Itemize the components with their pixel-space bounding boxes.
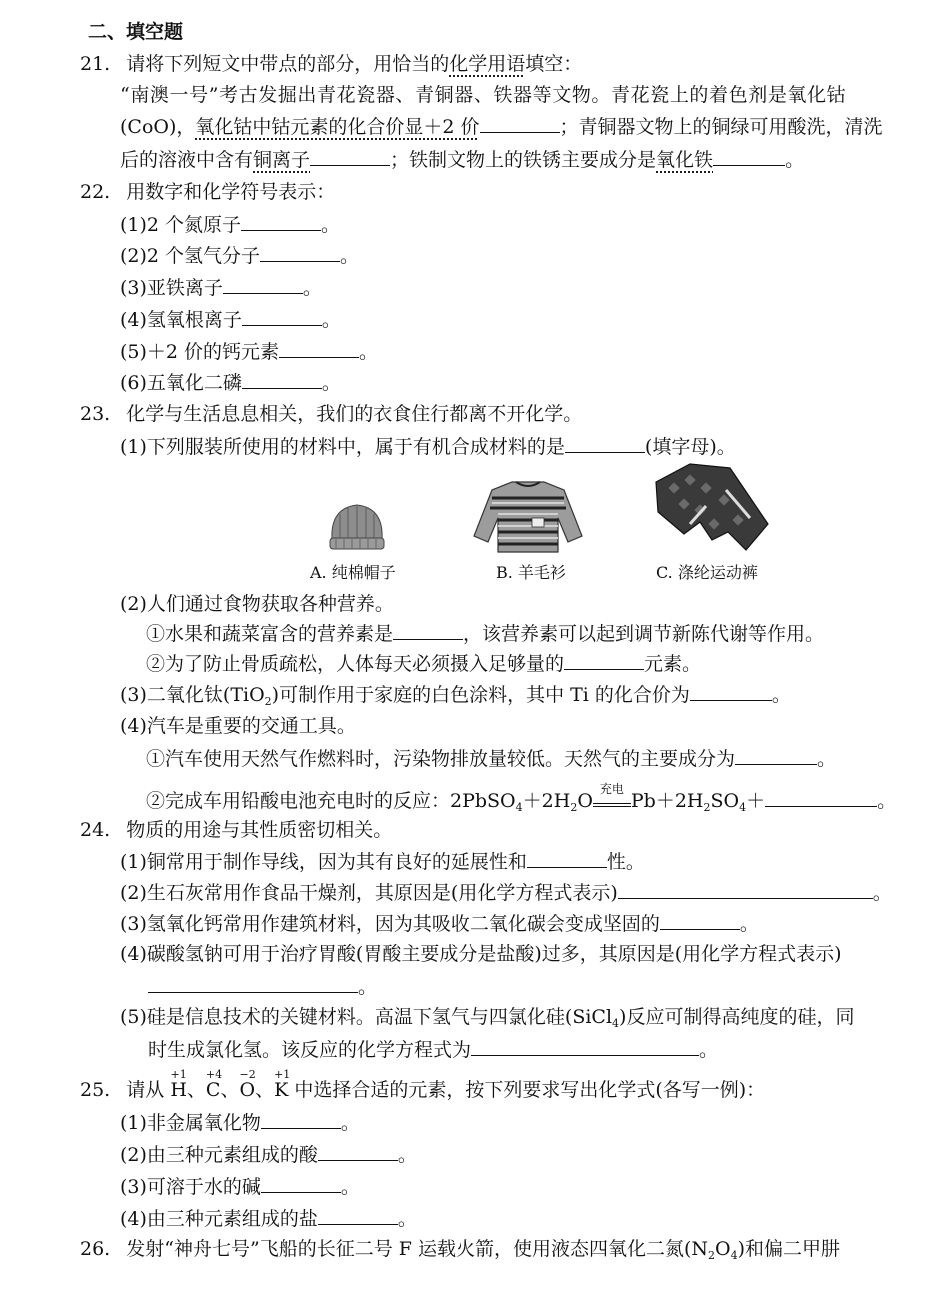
question-24-item2: (2)生石灰常用作食品干燥剂，其原因是(用化学方程式表示) 。 (120, 882, 892, 904)
polyester-pants-image (650, 462, 772, 554)
question-25-item: (2)由三种元素组成的酸 。 (120, 1144, 417, 1166)
answer-blank[interactable] (735, 746, 817, 765)
question-22-item: (1)2 个氮原子 。 (120, 214, 341, 236)
question-21-stem: 21. 请将下列短文中带点的部分，用恰当的化学用语填空： (80, 53, 583, 75)
dotted-text: 氧化钴中钴元素的化合价显＋2 价 (195, 116, 480, 138)
question-22-item: (4)氢氧根离子 。 (120, 309, 341, 331)
question-23-part2-2: ②为了防止骨质疏松，人体每天必须摄入足够量的 元素。 (146, 653, 702, 675)
question-24-item4-answer: 。 (148, 974, 377, 999)
answer-blank[interactable] (148, 974, 358, 993)
answer-blank[interactable] (241, 212, 321, 231)
element-h-valence: +1 H (170, 1068, 187, 1101)
answer-blank[interactable] (318, 1142, 398, 1161)
answer-blank[interactable] (279, 339, 359, 358)
dotted-text: 氧化铁 (656, 149, 714, 171)
question-23-stem: 23. 化学与生活息息相关，我们的衣食住行都离不开化学。 (80, 403, 583, 425)
answer-blank[interactable] (713, 147, 785, 166)
question-24-stem: 24. 物质的用途与其性质密切相关。 (80, 819, 393, 841)
question-24-item5: (5)硅是信息技术的关键材料。高温下氢气与四氯化硅(SiCl$_4$)反应可制得高纯度的硅，同 (120, 1006, 855, 1030)
answer-blank[interactable] (527, 849, 607, 868)
question-22-item: (2)2 个氢气分子 。 (120, 245, 360, 267)
question-25-stem: 25. 请从 +1 H、 +4 C、 −2 O、 +1 K 中选择合适的元素，按下列要求写出化学式(各写一例)： (80, 1068, 766, 1101)
question-24-item3: (3)氢氧化钙常用作建筑材料，因为其吸收二氧化碳会变成坚固的 。 (120, 913, 759, 935)
answer-blank[interactable] (261, 1174, 341, 1193)
element-k-valence: +1 K (274, 1068, 291, 1101)
dotted-text: 铜离子 (253, 149, 311, 171)
question-24-item1: (1)铜常用于制作导线，因为其有良好的延展性和 性。 (120, 851, 645, 873)
question-22-item: (5)＋2 价的钙元素 。 (120, 341, 379, 363)
cotton-hat-image (326, 500, 388, 552)
answer-blank[interactable] (660, 911, 740, 930)
answer-blank[interactable] (765, 788, 877, 807)
figure-caption-a: A. 纯棉帽子 (310, 563, 396, 582)
question-22-item: (6)五氧化二磷 。 (120, 372, 341, 394)
question-23-part3: (3)二氧化钛(TiO$_2$)可制作用于家庭的白色涂料，其中 Ti 的化合价为 。 (120, 684, 791, 708)
answer-blank[interactable] (690, 682, 772, 701)
answer-blank[interactable] (318, 1206, 398, 1225)
answer-blank[interactable] (565, 434, 645, 453)
question-23-part1: (1)下列服装所使用的材料中，属于有机合成材料的是 (填字母)。 (120, 436, 736, 458)
question-25-item: (1)非金属氧化物 。 (120, 1112, 360, 1134)
question-21-line2: (CoO)，氧化钴中钴元素的化合价显＋2 价 ；青铜器文物上的铜绿可用酸洗，清洗 (120, 116, 883, 138)
answer-blank[interactable] (242, 370, 322, 389)
answer-blank[interactable] (242, 307, 322, 326)
figure-caption-b: B. 羊毛衫 (496, 563, 566, 582)
answer-blank[interactable] (223, 275, 303, 294)
question-25-item: (4)由三种元素组成的盐 。 (120, 1208, 417, 1230)
element-c-valence: +4 C (205, 1068, 223, 1101)
question-21-line1: “南澳一号”考古发掘出青花瓷器、青铜器、铁器等文物。青花瓷上的着色剂是氧化钴 (120, 84, 847, 106)
dotted-text: 化学用语 (449, 53, 526, 75)
question-21-line3: 后的溶液中含有铜离子 ；铁制文物上的铁锈主要成分是氧化铁 。 (120, 149, 805, 171)
answer-blank[interactable] (564, 651, 644, 670)
question-24-item4: (4)碳酸氢钠可用于治疗胃酸(胃酸主要成分是盐酸)过多，其原因是(用化学方程式表示) (120, 943, 842, 965)
question-23-part2-1: ①水果和蔬菜富含的营养素是 ，该营养素可以起到调节新陈代谢等作用。 (146, 623, 825, 645)
question-26-stem: 26. 发射“神舟七号”飞船的长征二号 F 运载火箭，使用液态四氧化二氮$(N_2O_4)$和偏二甲肼 (80, 1238, 840, 1262)
question-23-part4: (4)汽车是重要的交通工具。 (120, 715, 356, 737)
question-23-part4-1: ①汽车使用天然气作燃料时，污染物排放量较低。天然气的主要成分为 。 (146, 748, 837, 770)
answer-blank[interactable] (393, 621, 463, 640)
answer-blank[interactable] (618, 880, 873, 899)
question-23-part2: (2)人们通过食物获取各种营养。 (120, 593, 394, 615)
wool-sweater-image (472, 478, 584, 554)
answer-blank[interactable] (471, 1037, 699, 1056)
question-24-item5-line2: 时生成氯化氢。该反应的化学方程式为 。 (148, 1039, 719, 1061)
section-title: 二、填空题 (88, 21, 184, 43)
reaction-arrow: 充电 (593, 794, 631, 807)
question-22-item: (3)亚铁离子 。 (120, 277, 322, 299)
question-25-item: (3)可溶于水的碱 。 (120, 1176, 360, 1198)
question-22-stem: 22. 用数字和化学符号表示： (80, 181, 336, 203)
question-23-part4-2-equation: ②完成车用铅酸电池充电时的反应：$2PbSO_4+2H_2O$ 充电 $Pb+2H_2SO_4+$ 。 (146, 782, 897, 814)
answer-blank[interactable] (261, 1110, 341, 1129)
answer-blank[interactable] (480, 114, 560, 133)
answer-blank[interactable] (310, 147, 390, 166)
answer-blank[interactable] (260, 243, 340, 262)
element-o-valence: −2 O (239, 1068, 256, 1101)
figure-caption-c: C. 涤纶运动裤 (656, 563, 758, 582)
